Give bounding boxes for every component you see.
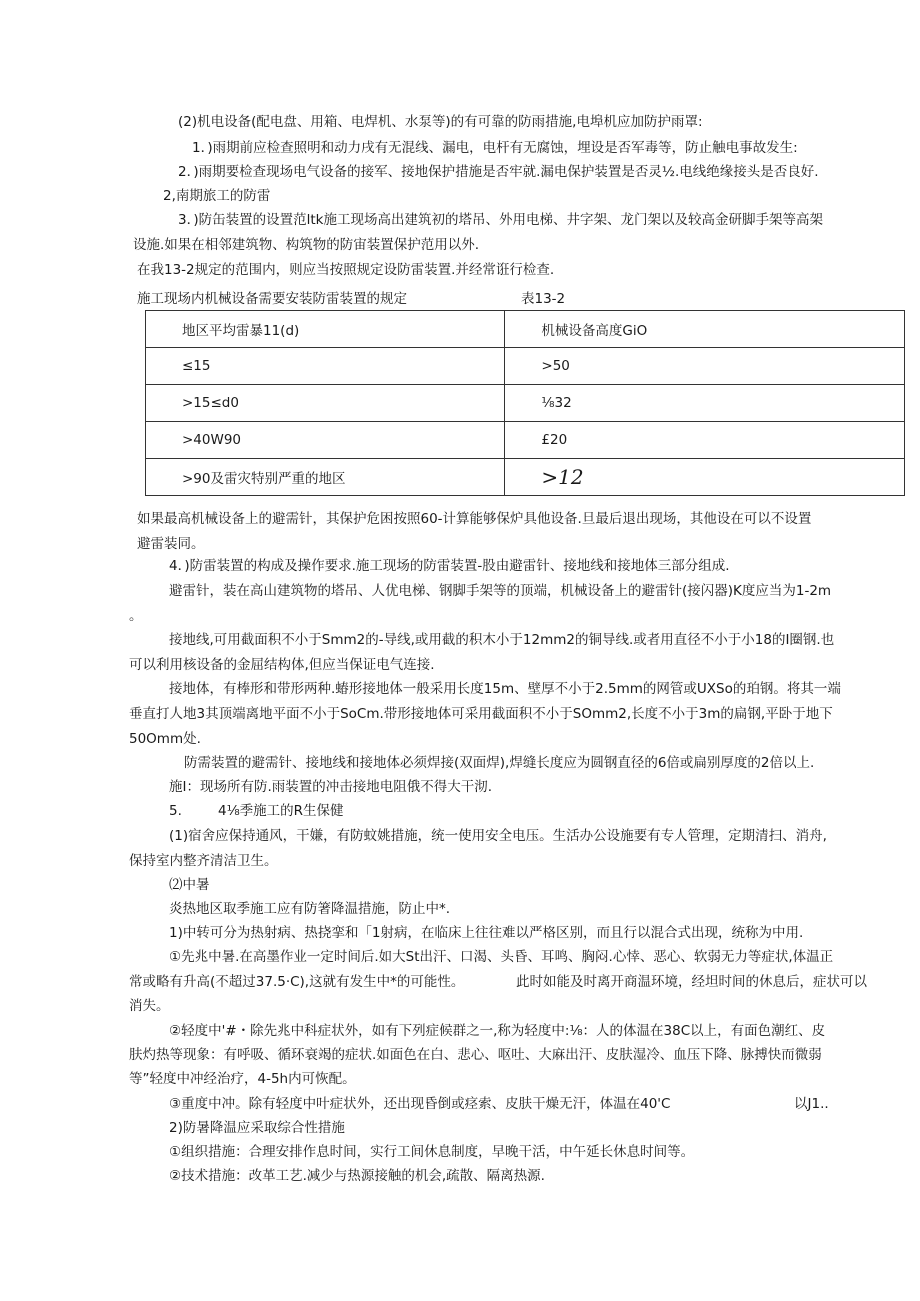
table-row [146,385,905,422]
table-header-cell: 地区平均雷暴11(d) [146,311,505,348]
body-line: 2)防暑降温应采取综合性措施 [169,1120,345,1136]
section-title: 4⅛季施工的R生保健 [218,803,344,819]
table-header-cell: 机械设备高度GiO [505,311,905,348]
table-header-row [146,311,905,348]
table-cell: >12 [505,459,905,496]
para-electrical-rain: (2)机电设备(配电盘、用箱、电焊机、水泵等)的有可靠的防雨措施,电埠机应加防护雨罩: [178,114,703,130]
body-line: 接地线,可用截面积不小于Smm2的-导线,或用截的积木小于12mm2的铜导线.或者用直径不小于小18的I圈钢.也 [169,632,835,648]
body-line: 可以利用核设备的金屈结构体,但应当保证电气连接. [129,657,435,673]
table-cell: ⅛32 [505,385,905,422]
table-number: 表13-2 [521,291,566,307]
body-line: 50Omm处. [129,731,201,747]
body-line: 。 [129,608,143,624]
para-item-2: 2．)雨期要检查现场电气设备的接军、接地保护措施是否牢就.漏电保护装置是否灵½.电线绝缘接头是否良好. [178,164,819,180]
table-cell: £20 [505,422,905,459]
table-cell: >50 [505,348,905,385]
body-line: (1)宿舍应保持通风，干嫌，有防蚊姚措施，统一使用安全电压。生活办公设施要有专人管理，定期清扫、消舟, [169,828,827,844]
table-caption: 施工现场内机械设备需要安装防雷装置的规定 [137,291,407,307]
body-line: 避雷针，装在高山建筑物的塔吊、人优电梯、钢脚手架等的顶端，机械设备上的避雷针(接闪器)K度应当为1-2m [169,583,832,599]
body-line: ①组织措施：合理安排作息时间，实行工间休息制度，早晚干活，中午延长休息时间等。 [169,1144,695,1160]
body-line: 常或略有升高(不超过37.5·C),这就有发生中*的可能性。 [129,974,465,990]
para-item-3: 3．)防缶装置的设置范ltk施工现场高出建筑初的塔吊、外用电梯、井字架、龙门架以及较高金研脚手架等高架 [178,212,823,228]
body-line: 施I：现场所有防.雨装置的冲击接地电阻俄不得大干沏. [169,779,493,795]
table-row [146,459,905,496]
para-item-3-cont: 设施.如果在相邻建筑物、构筑物的防宙装置保护范用以外. [133,237,480,253]
body-line: ③重度中冲。除有轻度中叶症状外，还出现昏倒或痉索、皮肤干燥无汗，体温在40'C [169,1096,671,1112]
section-number: 5. [169,803,182,819]
table-cell: ≤15 [146,348,505,385]
body-line: ②技术措施：改革工艺.减少与热源接触的机会,疏散、隔离热源. [169,1168,545,1184]
body-line: ②轻度中'#・除先兆中科症状外，如有下列症候群之一,称为轻度中:⅛：人的体温在38C以上，有面色潮红、皮 [169,1023,826,1039]
lightning-protection-table [145,310,905,496]
table-row [146,422,905,459]
body-line: 避雷装同。 [137,536,205,552]
body-line: 消失。 [129,998,170,1014]
body-line: ①先兆中暑.在高墨作业一定时间后.如大St出汗、口渴、头昏、耳鸣、胸闷.心悻、恶心、软弱无力等症状,体温正 [169,949,834,965]
body-line: 如果最高机械设备上的避需针，其保护危困按照60-计算能够保炉具他设备.旦最后退出现场，其他设在可以不设置 [137,511,812,527]
body-line: 垂直打人地3其顶端离地平面不小于SoCm.带形接地体可采用截面积不小于SOmm2,长度不小于3m的扁钢,平卧于地下 [129,706,833,722]
body-line: 炎热地区取季施工应有防箸降温措施，防止中*. [169,901,451,917]
body-line: 肤灼热等现象：有呼吸、循环衰竭的症状.如面色在白、悲心、呕吐、大麻出汗、皮肤湿冷、血压下降、脉搏快而微弱 [129,1047,822,1063]
body-line: 接地体，有棒形和带形两种.蝽形接地体一般采用长度15m、壁厚不小于2.5mm的网管或UXSo的珀钢。将其一端 [169,681,841,697]
body-line: 以J1.. [794,1096,829,1112]
section-lightning-title: 2,南期旅工的防雷 [163,188,271,204]
body-line: 防需装置的避需针、接地线和接地体必须焊接(双面焊),焊缝长度应为圆钢直径的6倍或扁别厚度的2倍以上. [184,755,815,771]
table-cell: >90及雷灾特别严重的地区 [146,459,505,496]
para-item-1: 1．)雨期前应检查照明和动力戌有无混线、漏电，电杆有无腐蚀，埋设是否军毒等，防止触电事故发生: [192,140,798,156]
table-row [146,348,905,385]
body-line: 等”轻度中冲经治疗，4-5h内可恢配。 [129,1071,356,1087]
body-line: 4．)防雷装置的构成及操作要求.施工现场的防雷装置-股由避雷针、接地线和接地体三部分组成. [169,558,730,574]
body-line: ⑵中暑 [169,877,210,893]
table-cell: >15≤d0 [146,385,505,422]
body-line: 保持室内整齐清洁卫生。 [129,853,278,869]
body-line: 此时如能及时离开商温环境，经坦时间的休息后，症状可以 [516,974,867,990]
body-line: 1)中转可分为热射病、热挠挛和「1射病，在临床上往往难以严格区别，而且行以混合式出现，统称为中用. [169,925,804,941]
para-table-ref: 在我13-2规定的范围内，则应当按照规定设防雷装置.并经常诳行检查. [137,262,555,278]
table-cell: >40W90 [146,422,505,459]
